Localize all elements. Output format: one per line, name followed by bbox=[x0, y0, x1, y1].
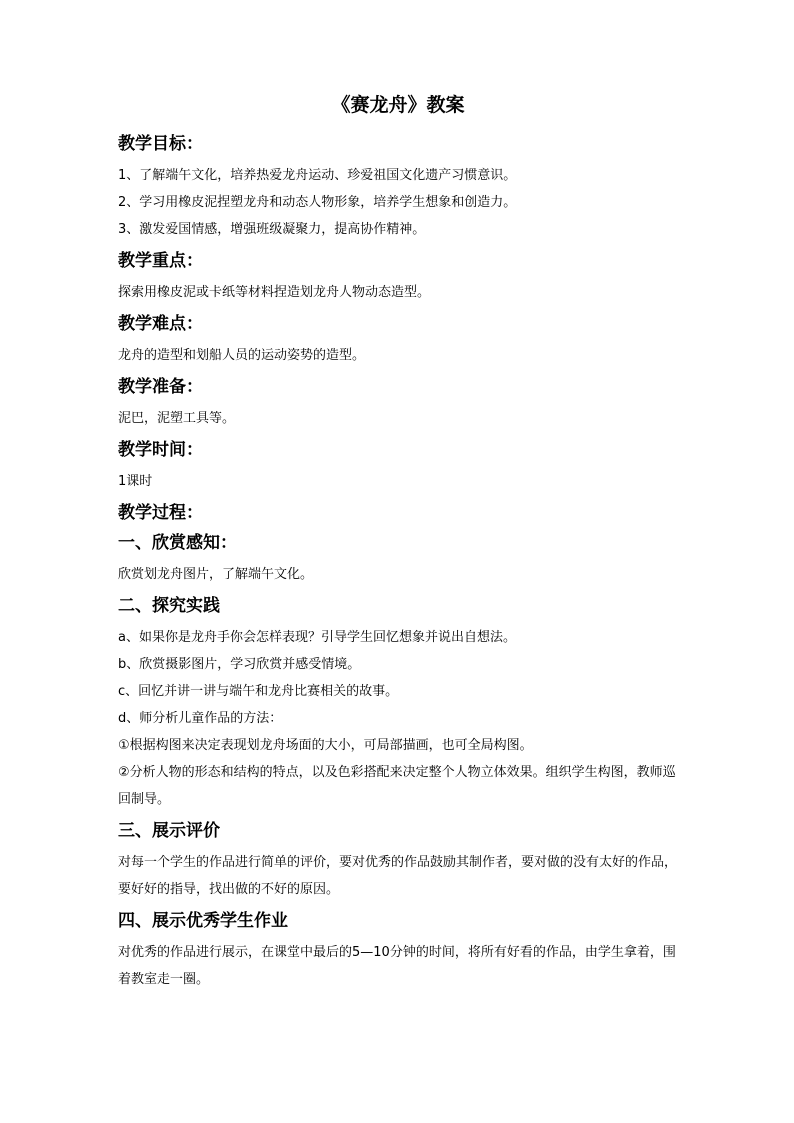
section-teaching-focus bbox=[118, 249, 678, 306]
paragraph-line: 3、激发爱国情感，增强班级凝聚力，提高协作精神。 bbox=[118, 222, 426, 237]
section-teaching-preparation bbox=[118, 375, 678, 432]
paragraph-line: 1课时 bbox=[118, 474, 153, 489]
paragraph-line: a、如果你是龙舟手你会怎样表现？引导学生回忆想象并说出自想法。 bbox=[118, 630, 516, 645]
section-heading: 二、探究实践 bbox=[118, 596, 220, 616]
section-heading: 教学过程： bbox=[118, 503, 203, 523]
section-showcase bbox=[118, 909, 678, 993]
section-heading: 教学目标： bbox=[118, 134, 203, 154]
section-teaching-difficulty bbox=[118, 312, 678, 369]
paragraph-line: 探索用橡皮泥或卡纸等材料捏造划龙舟人物动态造型。 bbox=[118, 285, 431, 300]
section-heading: 教学时间： bbox=[118, 440, 203, 460]
paragraph-line: c、回忆并讲一讲与端午和龙舟比赛相关的故事。 bbox=[118, 684, 399, 699]
section-practice bbox=[118, 594, 678, 813]
paragraph-line: 对优秀的作品进行展示，在课堂中最后的5—10分钟的时间，将所有好看的作品，由学生拿着，围着教室走一圈。 bbox=[118, 945, 676, 987]
section-teaching-time bbox=[118, 438, 678, 495]
paragraph-line: d、师分析儿童作品的方法： bbox=[118, 711, 283, 726]
section-teaching-process bbox=[118, 501, 678, 525]
document-title: 《赛龙舟》教案 bbox=[331, 94, 465, 116]
section-appreciation bbox=[118, 531, 678, 588]
paragraph-line: 龙舟的造型和划船人员的运动姿势的造型。 bbox=[118, 348, 366, 363]
document-page bbox=[118, 92, 678, 999]
paragraph-line: 泥巴，泥塑工具等。 bbox=[118, 411, 236, 426]
section-heading: 教学难点： bbox=[118, 314, 203, 334]
paragraph-line: b、欣赏摄影图片，学习欣赏并感受情境。 bbox=[118, 657, 361, 672]
section-heading: 教学准备： bbox=[118, 377, 203, 397]
paragraph-line: 欣赏划龙舟图片，了解端午文化。 bbox=[118, 567, 314, 582]
paragraph-line: 2、学习用橡皮泥捏塑龙舟和动态人物形象，培养学生想象和创造力。 bbox=[118, 195, 517, 210]
section-teaching-objectives bbox=[118, 132, 678, 243]
paragraph-line: 对每一个学生的作品进行简单的评价，要对优秀的作品鼓励其制作者，要对做的没有太好的作品，要好好的指导，找出做的不好的原因。 bbox=[118, 855, 678, 897]
paragraph-line: ②分析人物的形态和结构的特点，以及色彩搭配来决定整个人物立体效果。组织学生构图，教师巡回制导。 bbox=[118, 765, 676, 807]
section-heading: 四、展示优秀学生作业 bbox=[118, 911, 288, 931]
section-heading: 教学重点： bbox=[118, 251, 203, 271]
paragraph-line: ①根据构图来决定表现划龙舟场面的大小，可局部描画，也可全局构图。 bbox=[118, 738, 533, 753]
section-heading: 一、欣赏感知： bbox=[118, 533, 237, 553]
section-heading: 三、展示评价 bbox=[118, 821, 220, 841]
paragraph-line: 1、了解端午文化，培养热爱龙舟运动、珍爱祖国文化遗产习惯意识。 bbox=[118, 168, 517, 183]
section-evaluation bbox=[118, 819, 678, 903]
